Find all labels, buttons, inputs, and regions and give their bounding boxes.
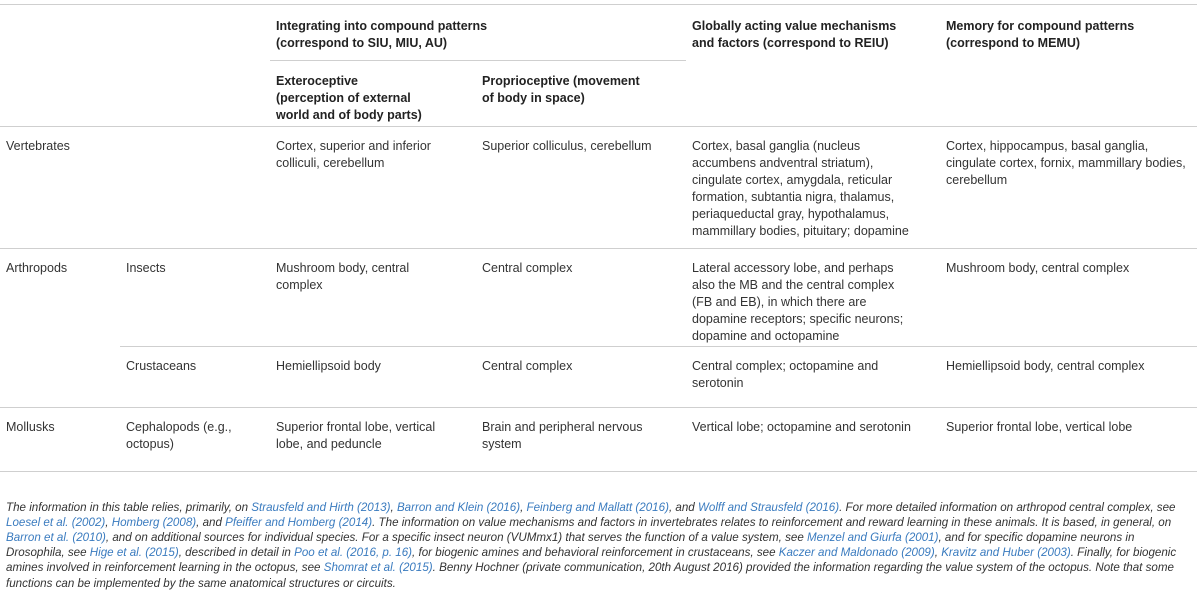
footnote-text: The information in this table relies, primarily, on <box>6 500 252 514</box>
table-row-vertebrates <box>0 127 1197 249</box>
cell-line: (FB and EB), in which there are <box>692 295 867 309</box>
cell-line: Cephalopods (e.g., <box>126 420 232 434</box>
cell-line: Cortex, superior and inferior <box>276 139 431 153</box>
cell-exteroceptive <box>270 249 476 347</box>
footnote-text: , <box>105 515 112 529</box>
footnote-text: , <box>390 500 397 514</box>
footnote-text: , and for specific dopamine neurons in Drosophila, see <box>6 531 1135 560</box>
cell-line: also the MB and the central complex <box>692 278 895 292</box>
citation-link[interactable]: Shomrat et al. (2015) <box>323 561 433 575</box>
comparison-table <box>0 4 1197 472</box>
cell-line: Central complex <box>482 359 573 373</box>
cell-line: dopamine and octopamine <box>692 329 840 343</box>
cell-line: accumbens andventral striatum), <box>692 156 874 170</box>
header-value-line2: and factors (correspond to REIU) <box>692 36 889 50</box>
cell-memory <box>940 347 1197 408</box>
cell-value <box>686 347 940 408</box>
cell-line: complex <box>276 278 323 292</box>
footnote-text: , described in detail in <box>178 546 295 560</box>
header-extero-line1: Exteroceptive <box>276 74 358 88</box>
citation-link[interactable]: Barron et al. (2010) <box>6 531 106 544</box>
cell-subgroup: Insects <box>120 249 270 347</box>
cell-proprioceptive <box>476 127 686 249</box>
cell-line: serotonin <box>692 376 744 390</box>
cell-group: Vertebrates <box>0 127 120 249</box>
header-empty-3 <box>0 61 120 127</box>
cell-value <box>686 408 940 472</box>
cell-line: Mushroom body, central <box>276 261 410 275</box>
footnote-text: , <box>520 500 527 514</box>
cell-subgroup <box>120 127 270 249</box>
citation-link[interactable]: Poo et al. (2016, p. 16) <box>294 546 413 560</box>
cell-line: Brain and peripheral nervous <box>482 420 643 434</box>
cell-memory <box>940 127 1197 249</box>
header-empty-2 <box>120 5 270 61</box>
cell-line: Superior colliculus, cerebellum <box>482 139 652 153</box>
header-integrating-line2: (correspond to SIU, MIU, AU) <box>276 36 448 50</box>
header-memory-line1: Memory for compound patterns <box>946 19 1135 33</box>
header-empty-1 <box>0 5 120 61</box>
header-value-mechanisms <box>686 5 940 127</box>
cell-value <box>686 127 940 249</box>
cell-value <box>686 249 940 347</box>
citation-link[interactable]: Kravitz and Huber (2003) <box>941 546 1071 560</box>
cell-line: cerebellum <box>946 173 1008 187</box>
cell-line: Hemiellipsoid body, central complex <box>946 359 1145 373</box>
cell-line: Lateral accessory lobe, and perhaps <box>692 261 894 275</box>
cell-exteroceptive <box>270 347 476 408</box>
cell-line: cingulate cortex, fornix, mammillary bodies, <box>946 156 1186 170</box>
cell-line: dopamine receptors; specific neurons; <box>692 312 904 326</box>
cell-memory <box>940 249 1197 347</box>
header-exteroceptive <box>270 61 476 127</box>
header-extero-line3: world and of body parts) <box>276 108 422 122</box>
cell-line: periaqueductal gray, hypothalamus, <box>692 207 890 221</box>
header-memory <box>940 5 1197 127</box>
footnote-text: . Benny Hochner (private communication, 20th August 2016) provided the information regarding the value system of the octopus. Note that some functions can be implemented by the same anatomical structures or circuits. <box>6 561 1174 590</box>
citation-link[interactable]: Loesel et al. (2002) <box>6 515 106 529</box>
cell-line: system <box>482 437 522 451</box>
header-proprioceptive <box>476 61 686 127</box>
cell-proprioceptive <box>476 249 686 347</box>
cell-line: Cortex, basal ganglia (nucleus <box>692 139 861 153</box>
header-integrating-line1: Integrating into compound patterns <box>276 19 488 33</box>
citation-link[interactable]: Homberg (2008) <box>111 515 197 529</box>
cell-line: Central complex; octopamine and <box>692 359 879 373</box>
citation-link[interactable]: Barron and Klein (2016) <box>396 500 521 514</box>
footnote-text: , and <box>668 500 698 514</box>
footnote-text: , and <box>196 515 226 529</box>
cell-line: octopus) <box>126 437 174 451</box>
header-integrating <box>270 5 686 61</box>
table-row-insects <box>0 249 1197 347</box>
table-row-crustaceans <box>0 347 1197 408</box>
cell-subgroup: Crustaceans <box>120 347 270 408</box>
header-value-line1: Globally acting value mechanisms <box>692 19 897 33</box>
cell-proprioceptive <box>476 408 686 472</box>
footnote-text: . The information on value mechanisms and factors in invertebrates relates to reinforcement and reward learning in these animals. It is based, in general, on <box>372 515 1172 529</box>
cell-line: mammillary bodies, pituitary; dopamine <box>692 224 909 238</box>
cell-line: formation, subtantia nigra, thalamus, <box>692 190 895 204</box>
citation-link[interactable]: Pfeiffer and Homberg (2014) <box>225 515 373 529</box>
footnote-text: . For more detailed information on arthropod central complex, see <box>839 500 1176 514</box>
cell-group: Arthropods <box>6 261 68 275</box>
cell-memory <box>940 408 1197 472</box>
citation-link[interactable]: Strausfeld and Hirth (2013) <box>251 500 391 514</box>
citation-link[interactable]: Hige et al. (2015) <box>89 546 179 560</box>
cell-subgroup <box>120 408 270 472</box>
cell-line: Superior frontal lobe, vertical lobe <box>946 420 1133 434</box>
table-row-mollusks <box>0 408 1197 472</box>
cell-line: cingulate cortex, amygdala, reticular <box>692 173 893 187</box>
table-footnote <box>6 500 1194 591</box>
citation-link[interactable]: Kaczer and Maldonado (2009) <box>778 546 935 560</box>
cell-line: Vertical lobe; octopamine and serotonin <box>692 420 911 434</box>
citation-link[interactable]: Feinberg and Mallatt (2016) <box>526 500 669 514</box>
cell-exteroceptive <box>270 408 476 472</box>
header-proprio-line2: of body in space) <box>482 91 585 105</box>
header-empty-4 <box>120 61 270 127</box>
footnote-text: , and on additional sources for individual species. For a specific insect neuron (VUMmx1) that serves the function of a value system, see <box>105 531 808 544</box>
cell-group: Mollusks <box>0 408 120 472</box>
cell-line: Cortex, hippocampus, basal ganglia, <box>946 139 1149 153</box>
header-memory-line2: (correspond to MEMU) <box>946 36 1081 50</box>
header-extero-line2: (perception of external <box>276 91 411 105</box>
cell-line: Central complex <box>482 261 573 275</box>
cell-exteroceptive <box>270 127 476 249</box>
cell-line: Mushroom body, central complex <box>946 261 1130 275</box>
footnote-text: , <box>934 546 942 560</box>
cell-line: Superior frontal lobe, vertical <box>276 420 436 434</box>
header-row-groups <box>0 5 1197 61</box>
citation-link[interactable]: Wolff and Strausfeld (2016) <box>697 500 840 514</box>
cell-line: lobe, and peduncle <box>276 437 382 451</box>
cell-line: colliculi, cerebellum <box>276 156 385 170</box>
footnote-text: . Finally, for biogenic amines involved in reinforcement learning in the octopus, see <box>6 546 1177 575</box>
cell-line: Hemiellipsoid body <box>276 359 381 373</box>
citation-link[interactable]: Menzel and Giurfa (2001) <box>807 531 939 544</box>
cell-proprioceptive <box>476 347 686 408</box>
footnote-text: , for biogenic amines and behavioral reinforcement in crustaceans, see <box>412 546 779 560</box>
cell-group <box>0 347 120 408</box>
header-proprio-line1: Proprioceptive (movement <box>482 74 640 88</box>
